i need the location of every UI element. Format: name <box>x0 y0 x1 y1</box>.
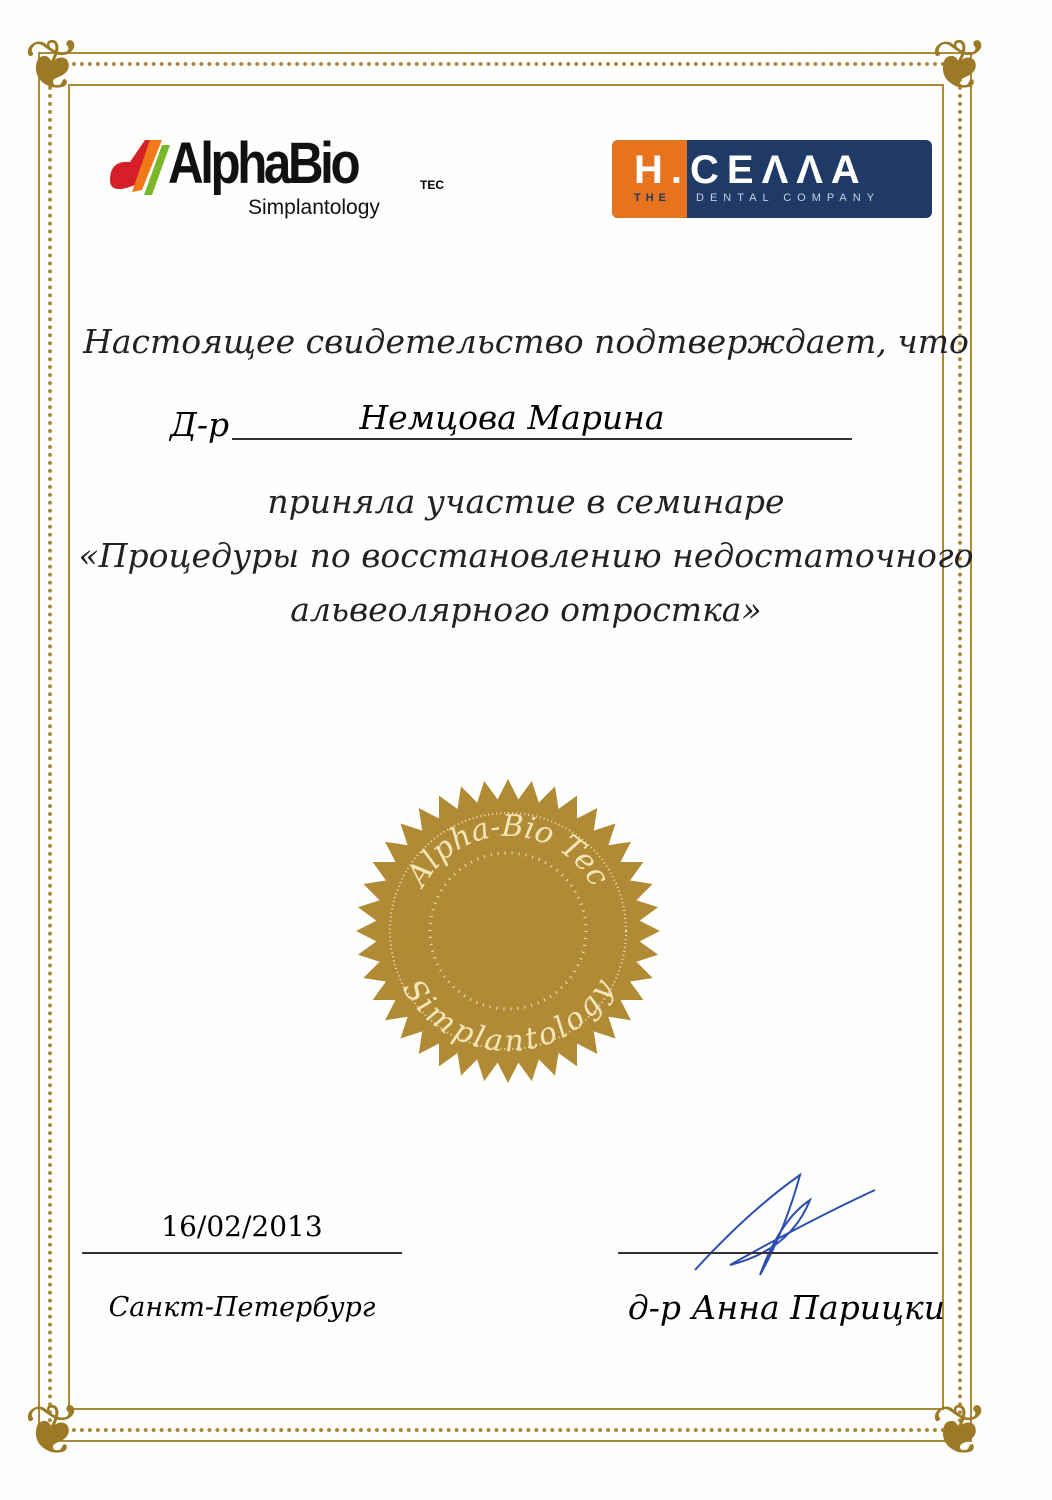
hcella-name: H.CEΛΛA <box>634 148 868 192</box>
date-line <box>82 1252 402 1254</box>
ornament-corner-icon: ❦ <box>930 1389 990 1471</box>
hcella-logo <box>612 140 932 218</box>
gold-seal <box>355 778 661 1084</box>
seminar-title-line2: альвеолярного отростка» <box>290 590 762 629</box>
signature-line <box>618 1252 938 1254</box>
seminar-title-line1: «Процедуры по восстановлению недостаточного <box>78 536 974 575</box>
date: 16/02/2013 <box>161 1210 323 1243</box>
ornament-corner-icon: ❦ <box>23 1389 83 1471</box>
ornament-corner-icon: ❦ <box>23 24 83 106</box>
alphabio-suffix: TEC <box>420 178 444 192</box>
intro-text: Настоящее свидетельство подтверждает, что <box>83 322 969 361</box>
name-underline <box>232 438 852 440</box>
alphabio-name: AlphaBio <box>168 131 358 196</box>
ornament-corner-icon: ❦ <box>930 24 990 106</box>
recipient-name: Немцова Марина <box>359 398 665 437</box>
city: Санкт-Петербург <box>108 1292 376 1323</box>
alphabio-logo <box>100 130 450 225</box>
alphabio-tagline: Simplantology <box>248 196 380 219</box>
name-prefix: Д-р <box>170 405 230 444</box>
alphabio-swoosh-icon <box>100 140 170 200</box>
hcella-tagline: DENTAL COMPANY <box>696 192 881 204</box>
hcella-the: THE <box>634 192 671 204</box>
signatory: д-р Анна Парицки <box>627 1288 945 1327</box>
seal-top-text: Alpha-Bio Tec <box>400 808 617 893</box>
signature <box>690 1170 880 1280</box>
participation-text: приняла участие в семинаре <box>267 482 785 521</box>
seal-bottom-text: Simplantology <box>395 973 621 1060</box>
